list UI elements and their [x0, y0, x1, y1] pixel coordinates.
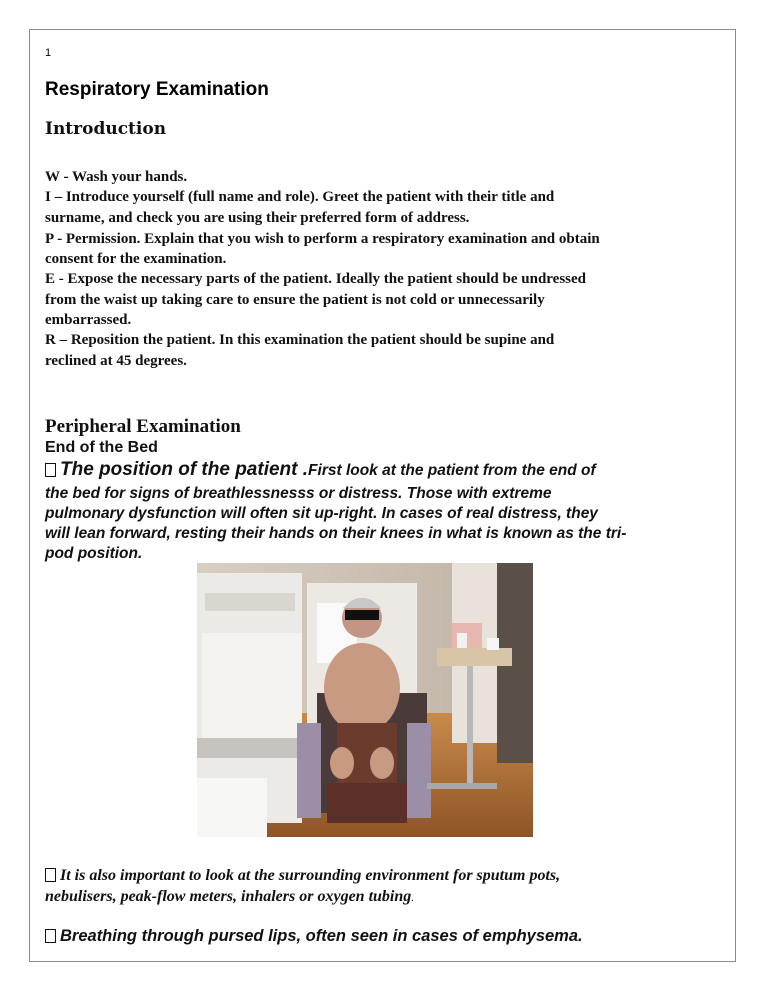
- environment-text-1: It is also important to look at the surrounding environment for sputum pots,: [60, 867, 561, 884]
- intro-line-expose-end: embarrassed.: [45, 312, 132, 328]
- position-lead: The position of the patient .: [60, 459, 309, 480]
- bullet-box-icon: [45, 868, 56, 882]
- page-number: 1: [45, 47, 52, 59]
- intro-line-expose-cont: from the waist up taking care to ensure the patient is not cold or unnecessarily: [45, 292, 545, 308]
- intro-line-expose: E - Expose the necessary parts of the patient. Ideally the patient should be undressed: [45, 271, 587, 287]
- intro-line-permission: P - Permission. Explain that you wish to perform a respiratory examination and obtain: [45, 231, 600, 247]
- pursed-lips-text: Breathing through pursed lips, often seen in cases of emphysema.: [60, 927, 583, 945]
- position-paragraph-line-1: [45, 460, 596, 481]
- bullet-box-icon: [45, 463, 56, 477]
- position-text-1: First look at the patient from the end of: [308, 462, 596, 479]
- intro-line-permission-cont: consent for the examination.: [45, 251, 227, 267]
- document-title: Respiratory Examination: [45, 79, 269, 100]
- position-text-3: pulmonary dysfunction will often sit up-right. In cases of real distress, they: [45, 505, 598, 522]
- position-text-2: the bed for signs of breathlessnesss or distress. Those with extreme: [45, 485, 552, 502]
- intro-line-reposition: R – Reposition the patient. In this examination the patient should be supine and: [45, 332, 555, 348]
- intro-line-reposition-cont: reclined at 45 degrees.: [45, 353, 187, 369]
- intro-line-introduce-cont: surname, and check you are using their preferred form of address.: [45, 210, 470, 226]
- peripheral-heading: Peripheral Examination: [45, 416, 241, 437]
- environment-line-2: [45, 887, 414, 908]
- pursed-lips-line: [45, 926, 583, 946]
- intro-line-introduce: I – Introduce yourself (full name and role). Greet the patient with their title and: [45, 189, 555, 205]
- intro-line-wash: W - Wash your hands.: [45, 169, 188, 185]
- environment-end: .: [411, 892, 414, 904]
- introduction-heading: Introduction: [45, 119, 167, 139]
- bullet-box-icon: [45, 929, 56, 943]
- end-of-bed-heading: End of the Bed: [45, 439, 158, 456]
- environment-text-2: nebulisers, peak-flow meters, inhalers or oxygen tubing: [45, 888, 412, 905]
- position-text-4: will lean forward, resting their hands on their knees in what is known as the tri-: [45, 525, 627, 542]
- environment-line-1: [45, 866, 560, 886]
- patient-photo-illustration: [197, 563, 533, 837]
- patient-photo: [197, 563, 533, 837]
- position-text-5: pod position.: [45, 545, 143, 562]
